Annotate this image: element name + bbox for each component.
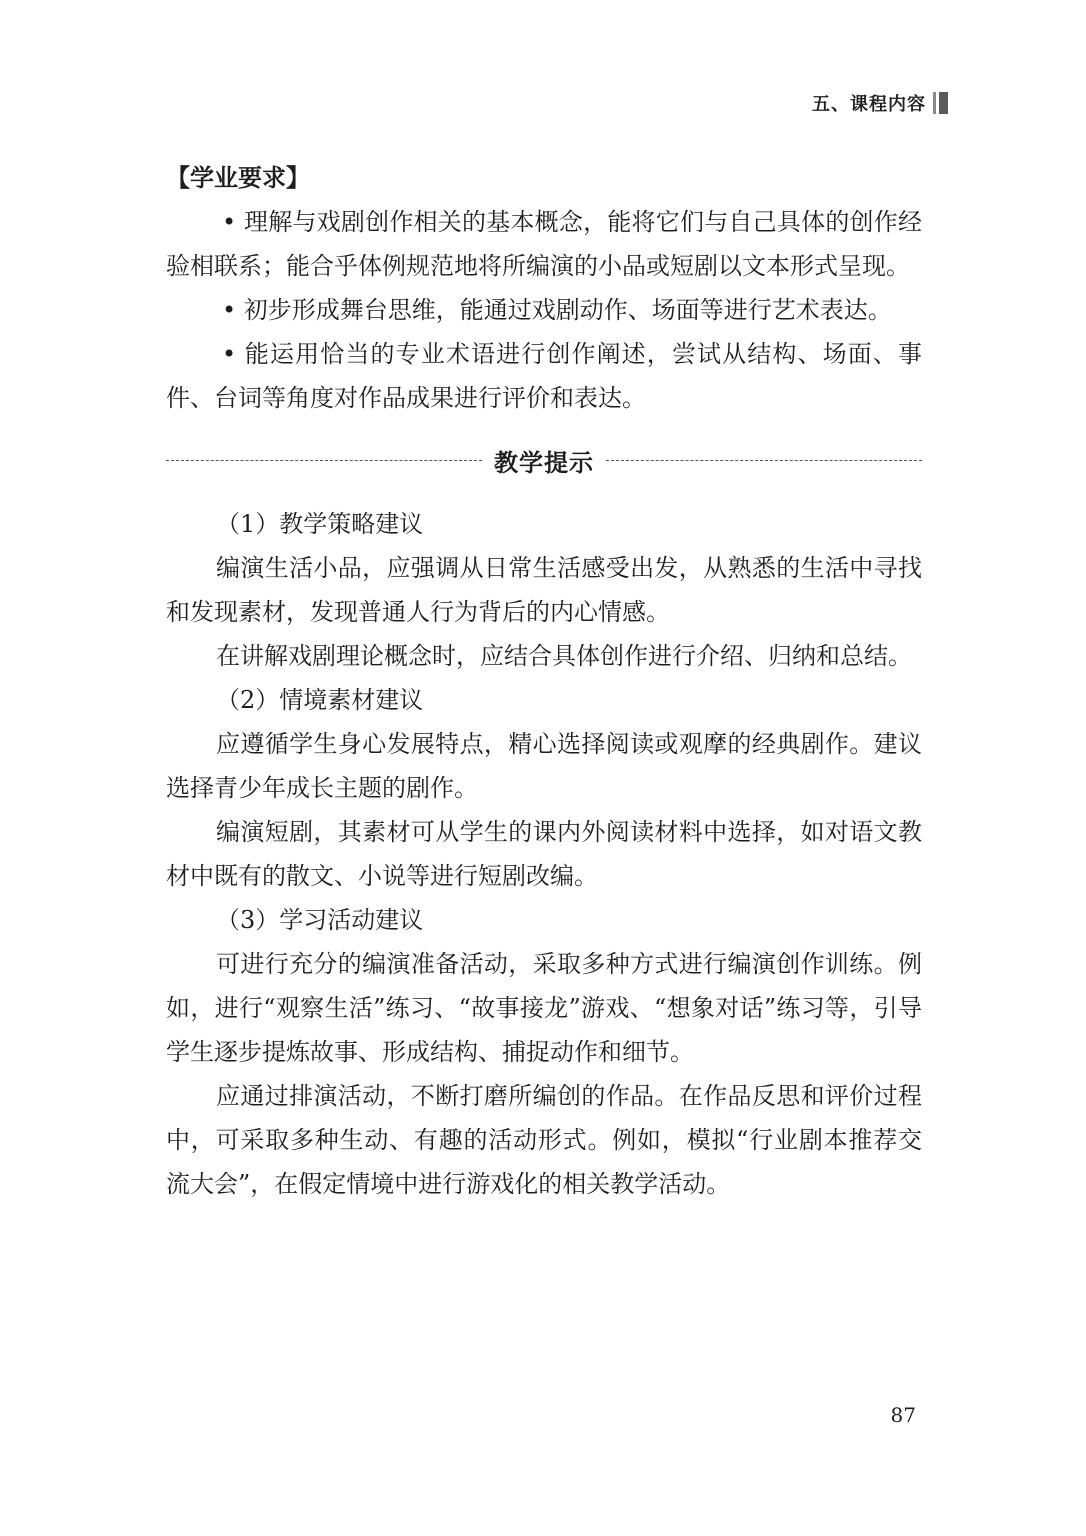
page-content (166, 156, 922, 1206)
requirement-item: • 理解与戏剧创作相关的基本概念，能将它们与自己具体的创作经验相联系；能合乎体例规范地将所编演的小品或短剧以文本形式呈现。 (166, 208, 922, 280)
body-paragraph: 可进行充分的编演准备活动，采取多种方式进行编演创作训练。例如，进行“观察生活”练习、“故事接龙”游戏、“想象对话”练习等，引导学生逐步提炼故事、形成结构、捕捉动作和细节。 (166, 950, 922, 1066)
header-bar-thin (933, 92, 936, 114)
divider-line-right (606, 460, 922, 461)
section-divider-teaching-tips (166, 438, 922, 482)
body-paragraph: 编演短剧，其素材可从学生的课内外阅读材料中选择，如对语文教材中既有的散文、小说等进行短剧改编。 (166, 818, 922, 890)
page-number: 87 (890, 1403, 916, 1427)
section-heading-academic-requirements: 【学业要求】 (166, 164, 310, 192)
running-header (812, 90, 948, 116)
divider-line-left (166, 460, 482, 461)
subheading-situation-materials: （2）情境素材建议 (216, 686, 424, 714)
requirement-item: • 能运用恰当的专业术语进行创作阐述，尝试从结构、场面、事件、台词等角度对作品成果进行评价和表达。 (166, 340, 922, 412)
body-paragraph: 编演生活小品，应强调从日常生活感受出发，从熟悉的生活中寻找和发现素材，发现普通人行为背后的内心情感。 (166, 554, 922, 626)
header-bar-thick (939, 92, 948, 114)
divider-label: 教学提示 (494, 448, 594, 477)
body-paragraph: 应通过排演活动，不断打磨所编创的作品。在作品反思和评价过程中，可采取多种生动、有趣的活动形式。例如，模拟“行业剧本推荐交流大会”，在假定情境中进行游戏化的相关教学活动。 (166, 1082, 922, 1198)
header-bars-decoration (933, 92, 948, 114)
body-paragraph: 在讲解戏剧理论概念时，应结合具体创作进行介绍、归纳和总结。 (216, 642, 912, 670)
requirement-item: • 初步形成舞台思维，能通过戏剧动作、场面等进行艺术表达。 (222, 296, 892, 324)
subheading-learning-activities: （3）学习活动建议 (216, 906, 424, 934)
chapter-title: 五、课程内容 (812, 94, 926, 115)
body-paragraph: 应遵循学生身心发展特点，精心选择阅读或观摩的经典剧作。建议选择青少年成长主题的剧作。 (166, 730, 922, 802)
subheading-teaching-strategy: （1）教学策略建议 (216, 510, 424, 538)
